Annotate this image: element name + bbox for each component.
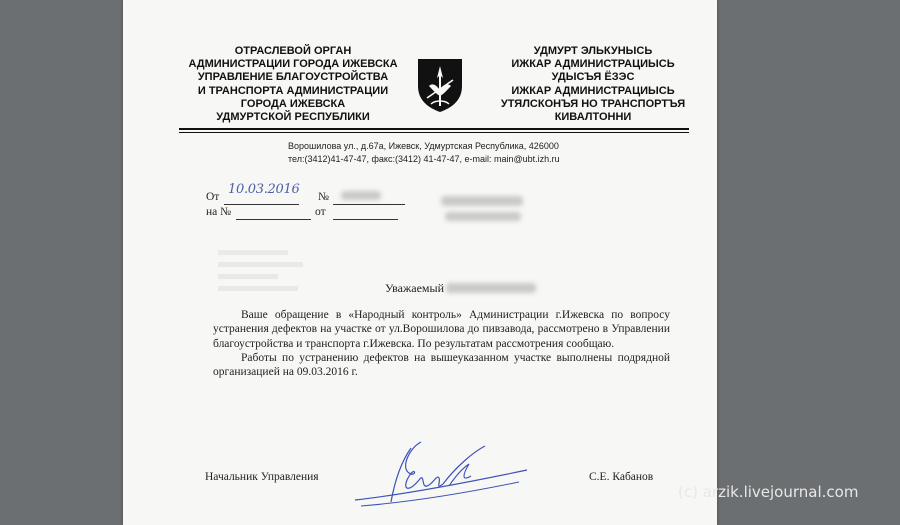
redacted-recipient-name [446,283,536,293]
watermark-text: (c) arzik.livejournal.com [678,483,859,501]
of-date-underline [333,219,398,220]
coat-of-arms-icon [415,56,465,114]
contact-block [288,140,618,165]
header-right-line: КИВАЛТОННИ [554,111,632,124]
handwritten-signature [351,440,531,510]
address-line: Ворошилова ул., д.67а, Ижевск, Удмуртская Республика, 426000 [288,141,559,151]
phone-line: тел:(3412)41-47-47, факс:(3412) 41-47-47, e-mail: main@ubt.izh.ru [288,153,560,164]
from-label: От [206,191,220,203]
header-rule-thin [179,132,689,133]
to-number-underline [236,219,311,220]
number-label: № [318,191,329,203]
letter-page [123,0,717,525]
body-paragraph-2: Работы по устранению дефектов на вышеуказанном участке выполнены подрядной организацией на 09.03.2016 г. [213,351,670,379]
body-paragraph-1: Ваше обращение в «Народный контроль» Администрации г.Ижевска по вопросу устранения дефектов на участке от ул.Ворошилова до пивзавода, рассмотрено в Управлении благоустройства и транспорта г.Ижевска. По результатам рассмотрения сообщаю. [213,309,670,350]
header-right-line: УТЯЛСКОНЪЯ НО ТРАНСПОРТЪЯ [500,97,686,110]
to-label: на № [206,206,232,218]
header-left-line: АДМИНИСТРАЦИИ ГОРОДА ИЖЕВСКА [188,58,398,71]
redacted-number [341,191,381,200]
redacted-addressee-line1 [441,196,523,206]
greeting-text: Уважаемый [385,281,444,295]
signatory-name: С.Е. Кабанов [589,471,654,483]
header-left-block [175,45,411,124]
header-rule-thick [179,128,689,130]
header-left-line: УПРАВЛЕНИЕ БЛАГОУСТРОЙСТВА [197,71,389,84]
bleed-through-text [218,250,308,310]
header-right-block [493,45,693,124]
redacted-addressee-line2 [445,212,521,221]
header-right-line: УДМУРТ ЭЛЬКУНЫСЬ [533,45,653,57]
header-left-line: ОТРАСЛЕВОЙ ОРГАН [234,45,352,57]
of-label: от [315,206,326,218]
number-underline [333,204,405,205]
header-left-line: ГОРОДА ИЖЕВСКА [240,97,346,110]
header-right-line: ИЖКАР АДМИНИСТРАЦИЫСЬ [511,84,675,97]
signatory-position: Начальник Управления [205,471,319,483]
header-left-line: И ТРАНСПОРТА АДМИНИСТРАЦИИ [197,84,389,97]
from-date-handwritten: 10.03.2016 [228,182,300,197]
from-date-underline [224,204,299,205]
header-right-line: УДЫСЪЯ ЁЗЭС [551,71,635,84]
letter-body [213,308,670,379]
header-right-line: ИЖКАР АДМИНИСТРАЦИЫСЬ [511,58,675,71]
header-left-line: УДМУРТСКОЙ РЕСПУБЛИКИ [216,111,370,124]
